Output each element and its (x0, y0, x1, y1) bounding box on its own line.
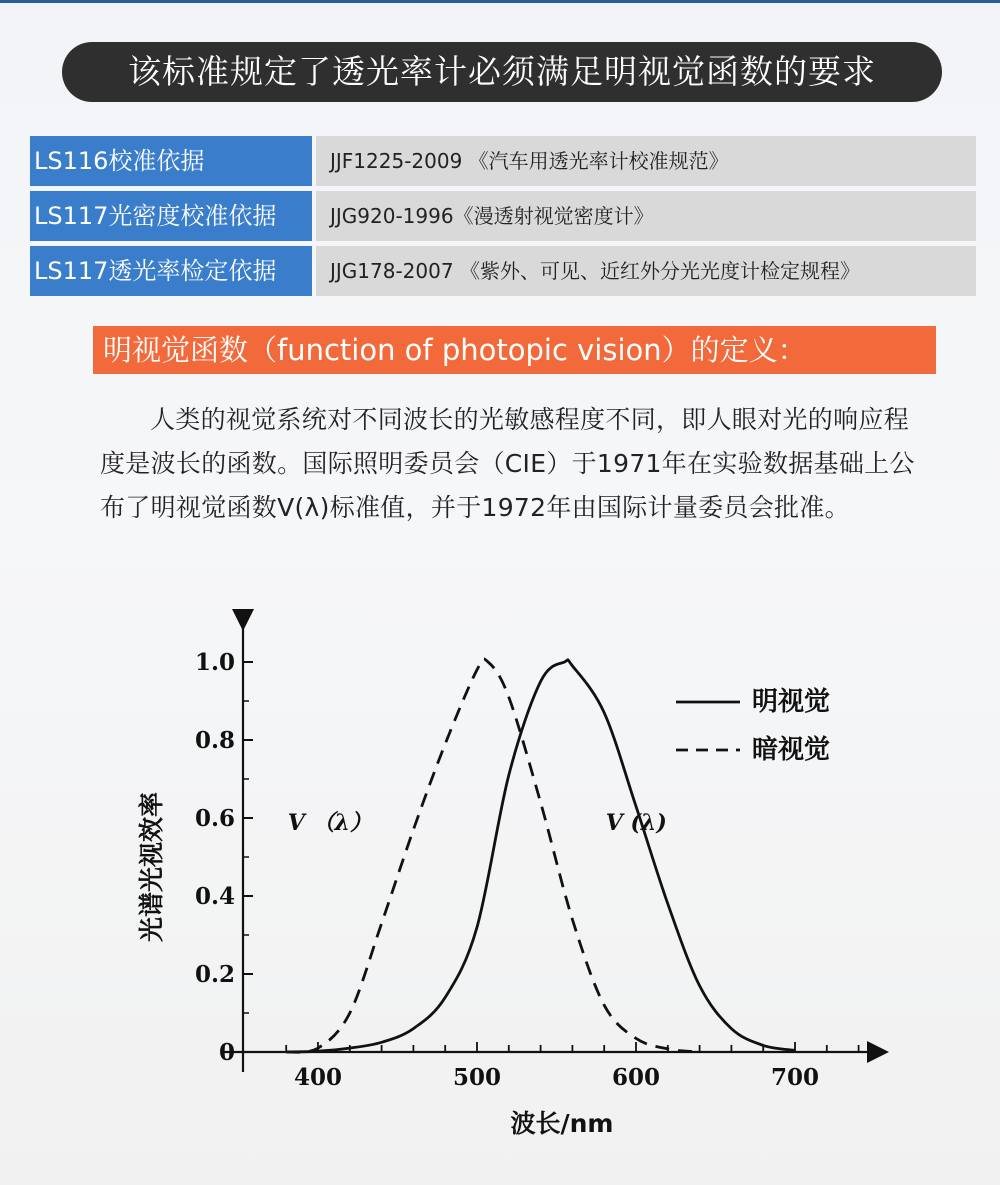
standard-label: LS116校准依据 (30, 136, 312, 186)
y-tick-label: 0.6 (194, 805, 235, 832)
standards-row (30, 136, 976, 186)
y-tick-label: 0.4 (194, 883, 235, 910)
legend-label: 暗视觉 (752, 735, 831, 765)
y-tick-label: 0.8 (194, 727, 235, 754)
standard-label: LS117透光率检定依据 (30, 246, 312, 296)
x-axis-title: 波长/nm (510, 1109, 614, 1138)
photopic-vision-chart (0, 590, 1000, 1150)
standard-value: JJG920-1996《漫透射视觉密度计》 (316, 191, 976, 241)
standard-label: LS117光密度校准依据 (30, 191, 312, 241)
x-tick-label: 400 (293, 1064, 343, 1091)
standard-value: JJG178-2007 《紫外、可见、近红外分光光度计检定规程》 (316, 246, 976, 296)
standards-row (30, 246, 976, 296)
standard-value: JJF1225-2009 《汽车用透光率计校准规范》 (316, 136, 976, 186)
top-accent-line (0, 0, 1000, 3)
y-tick-label: 0 (218, 1039, 235, 1066)
definition-heading: 明视觉函数（function of photopic vision）的定义： (93, 326, 936, 374)
standards-row (30, 191, 976, 241)
series-line-photopic (286, 660, 795, 1052)
y-tick-label: 1.0 (194, 649, 235, 676)
y-tick-label: 0.2 (194, 961, 235, 988)
curve-annotation: V （λ） (287, 810, 372, 837)
curve-annotation: V (λ) (605, 810, 667, 837)
x-tick-label: 700 (770, 1064, 820, 1091)
x-tick-label: 500 (452, 1064, 502, 1091)
page-title: 该标准规定了透光率计必须满足明视觉函数的要求 (62, 42, 942, 102)
standards-table (30, 136, 976, 301)
definition-paragraph: 人类的视觉系统对不同波长的光敏感程度不同，即人眼对光的响应程度是波长的函数。国际照明委员会（CIE）于1971年在实验数据基础上公布了明视觉函数V(λ)标准值，并于1972年由国际计量委员会批准。 (100, 405, 915, 522)
y-axis-title: 光谱光视效率 (137, 791, 166, 943)
x-tick-label: 600 (611, 1064, 661, 1091)
legend-label: 明视觉 (752, 687, 831, 717)
